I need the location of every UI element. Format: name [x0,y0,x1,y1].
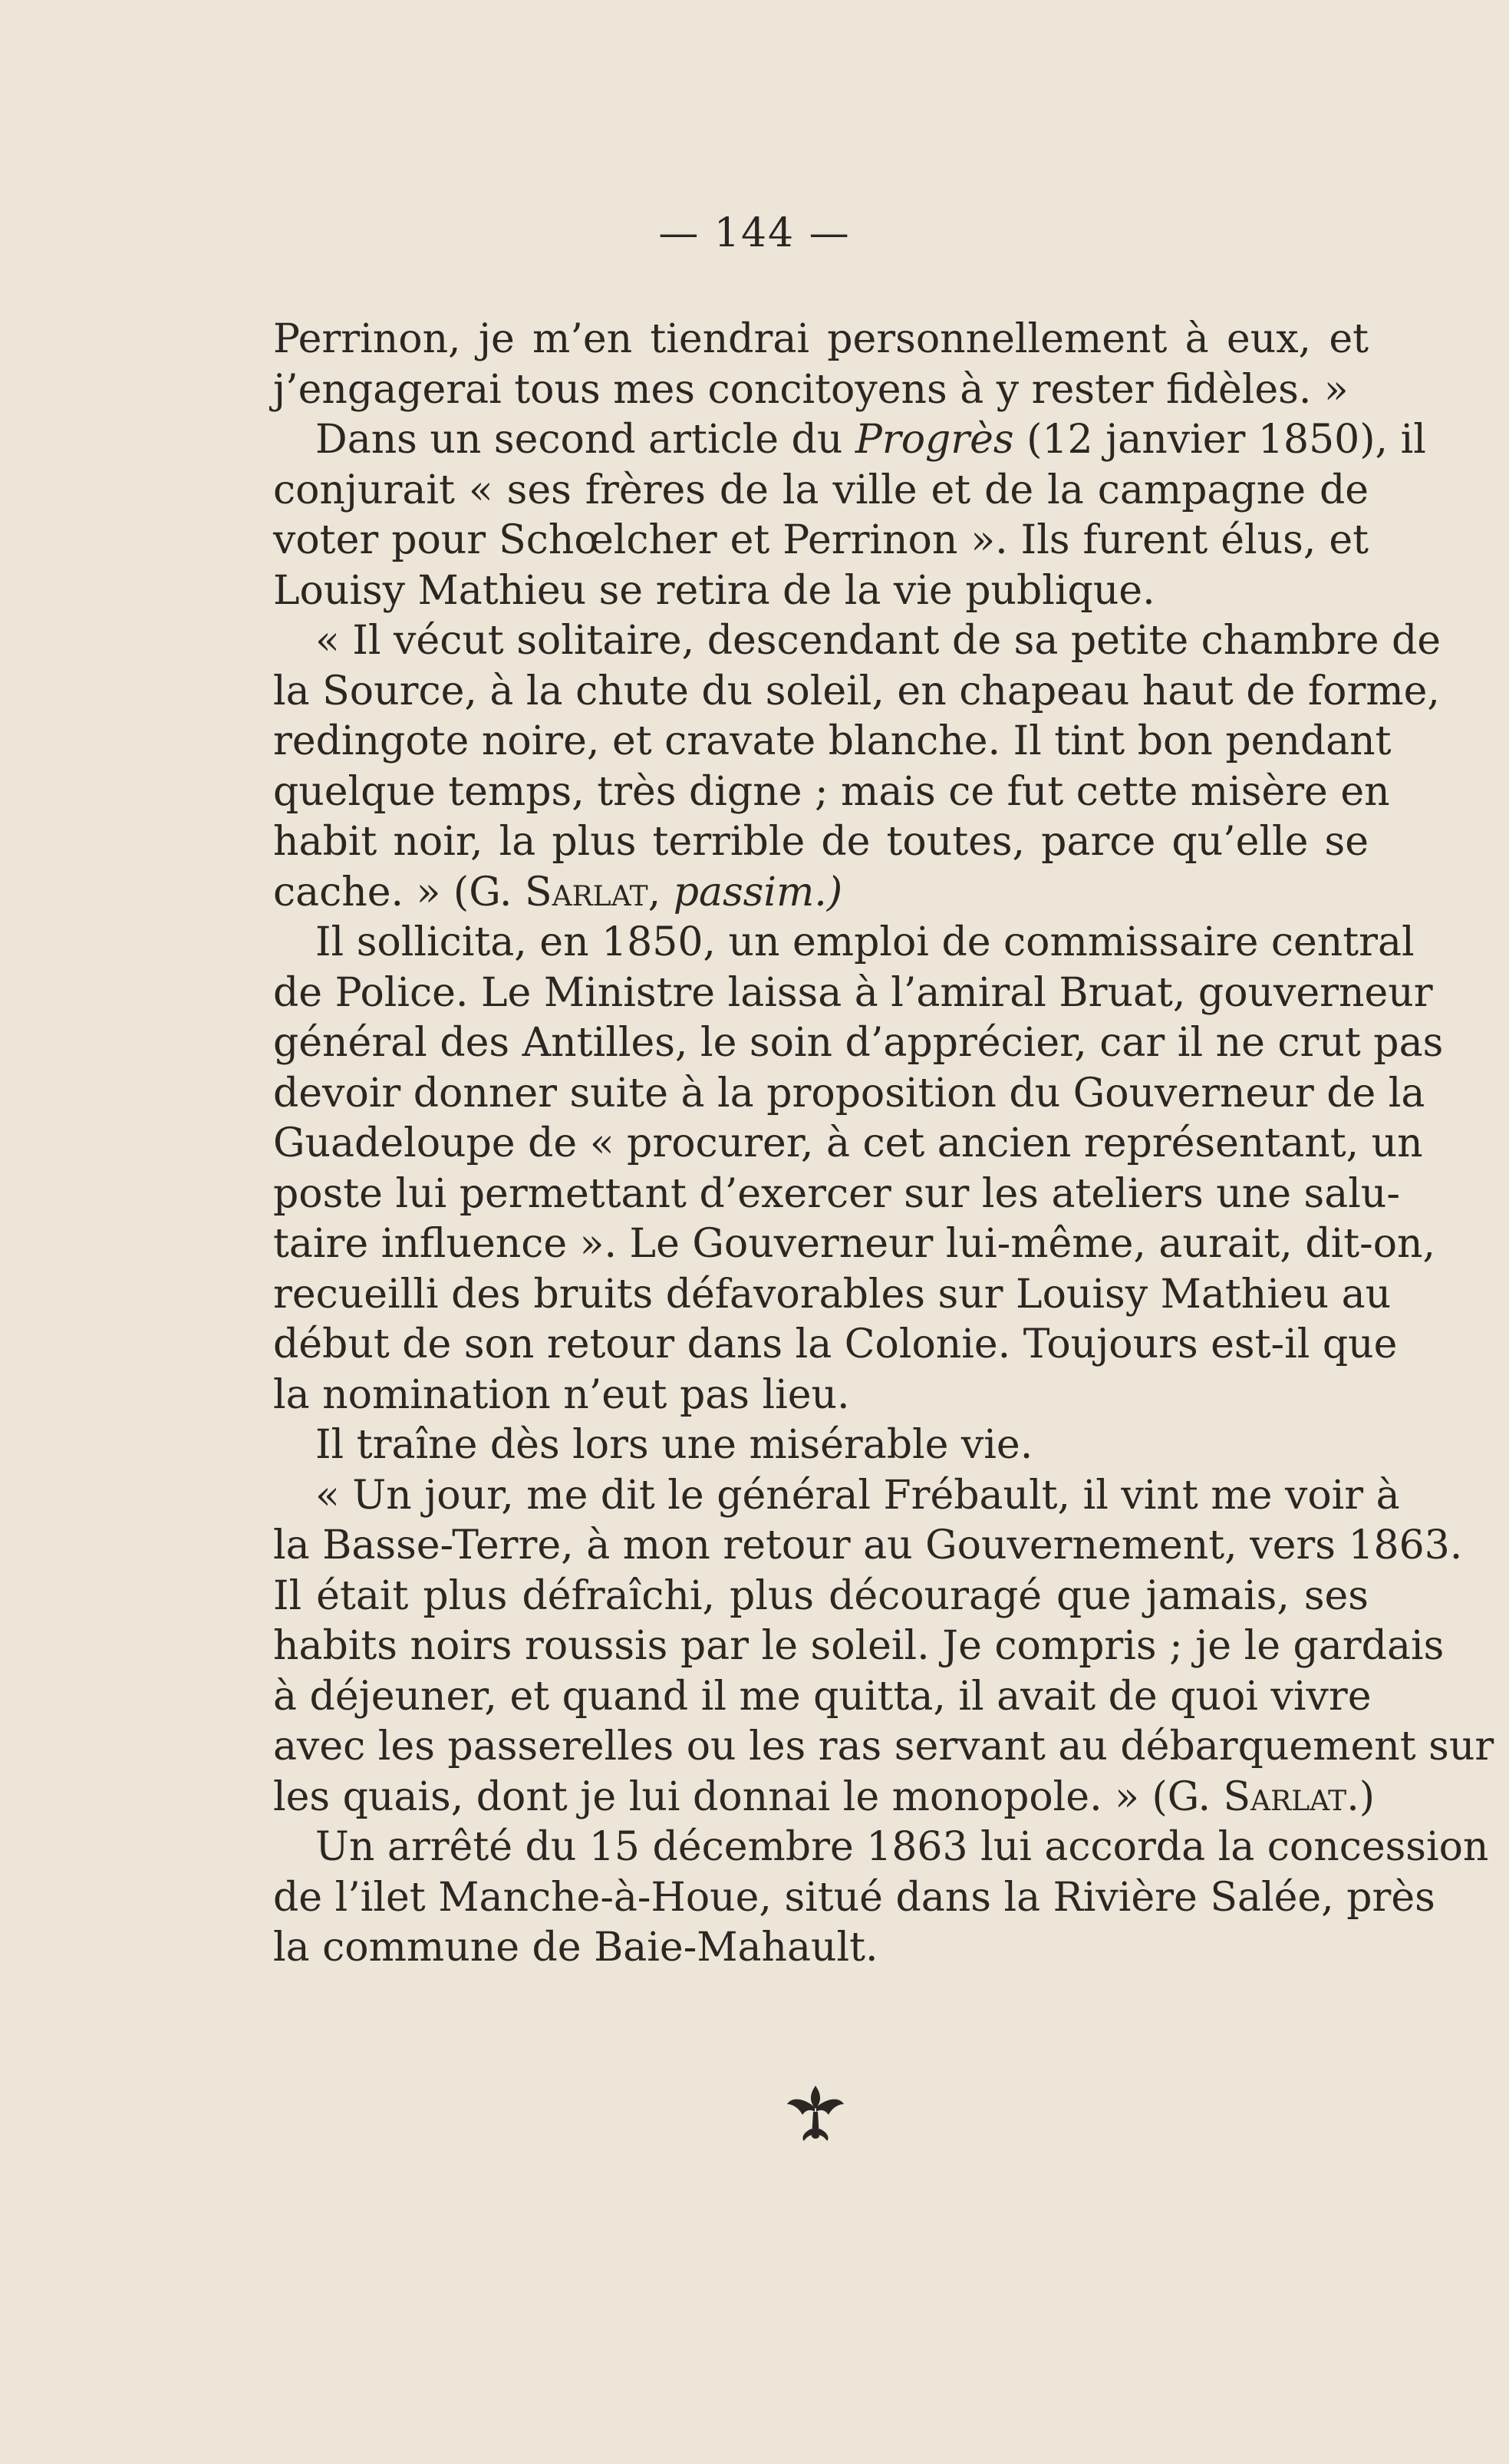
text-line: la commune de Baie-Mahault. [273,1925,878,1971]
text-line: poste lui permettant d’exercer sur les ateliers une salu- [273,1170,1400,1217]
text-line: Il était plus défraîchi, plus découragé que jamais, ses [273,1572,1369,1619]
text-line: Guadeloupe de « procurer, à cet ancien représentant, un [273,1120,1423,1166]
text-line: à déjeuner, et quand il me quitta, il avait de quoi vivre [273,1673,1372,1720]
text-line: devoir donner suite à la proposition du Gouverneur de la [273,1070,1425,1117]
text-line: habit noir, la plus terrible de toutes, parce qu’elle se [273,819,1369,865]
text-line: voter pour Schœlcher et Perrinon ». Ils furent élus, et [273,517,1369,563]
fleuron-icon [781,2081,850,2142]
journal-title: Progrès [855,417,1014,463]
text-line: les quais, dont je lui donnai le monopole. » (G. Sarlat.) [273,1773,1376,1820]
author-name: Sarlat [1223,1773,1347,1820]
text-line: la Basse-Terre, à mon retour au Gouvernement, vers 1863. [273,1522,1463,1568]
author-name: Sarlat [524,869,648,915]
text-line: début de son retour dans la Colonie. Toujours est-il que [273,1321,1398,1367]
text-line: la Source, à la chute du soleil, en chapeau haut de forme, [273,668,1440,714]
body-text [273,315,1494,1974]
text-line: Il traîne dès lors une misérable vie. [315,1422,1033,1468]
text-line: Un arrêté du 15 décembre 1863 lui accorda la concession [315,1824,1489,1870]
text-line: Dans un second article du Progrès (12 janvier 1850), il [315,417,1426,463]
text-line: cache. » (G. Sarlat, passim.) [273,869,843,915]
text-line: taire influence ». Le Gouverneur lui-même, aurait, dit-on, [273,1221,1436,1267]
text-line: la nomination n’eut pas lieu. [273,1371,850,1418]
text-line: j’engagerai tous mes concitoyens à y rester fidèles. » [273,366,1349,413]
text-line: recueilli des bruits défavorables sur Louisy Mathieu au [273,1271,1392,1318]
text-line: conjurait « ses frères de la ville et de la campagne de [273,467,1369,513]
text-line: de Police. Le Ministre laissa à l’amiral Bruat, gouverneur [273,969,1433,1016]
page-number: — 144 — [658,210,851,256]
text-line: avec les passerelles ou les ras servant au débarquement sur [273,1723,1494,1770]
text-line: Perrinon, je m’en tiendrai personnellement à eux, et [273,316,1369,362]
text-line: « Un jour, me dit le général Frébault, il vint me voir à [315,1472,1400,1519]
text-line: « Il vécut solitaire, descendant de sa petite chambre de [315,618,1441,664]
citation-note: passim.) [673,869,843,915]
text-line: Louisy Mathieu se retira de la vie publique. [273,567,1155,614]
text-line: redingote noire, et cravate blanche. Il tint bon pendant [273,718,1392,764]
text-line: général des Antilles, le soin d’apprécier, car il ne crut pas [273,1020,1444,1066]
text-line: habits noirs roussis par le soleil. Je compris ; je le gardais [273,1623,1445,1669]
text-line: Il sollicita, en 1850, un emploi de commissaire central [315,919,1415,965]
text-line: de l’ilet Manche-à-Houe, situé dans la Rivière Salée, près [273,1874,1435,1921]
text-line: quelque temps, très digne ; mais ce fut cette misère en [273,768,1390,815]
